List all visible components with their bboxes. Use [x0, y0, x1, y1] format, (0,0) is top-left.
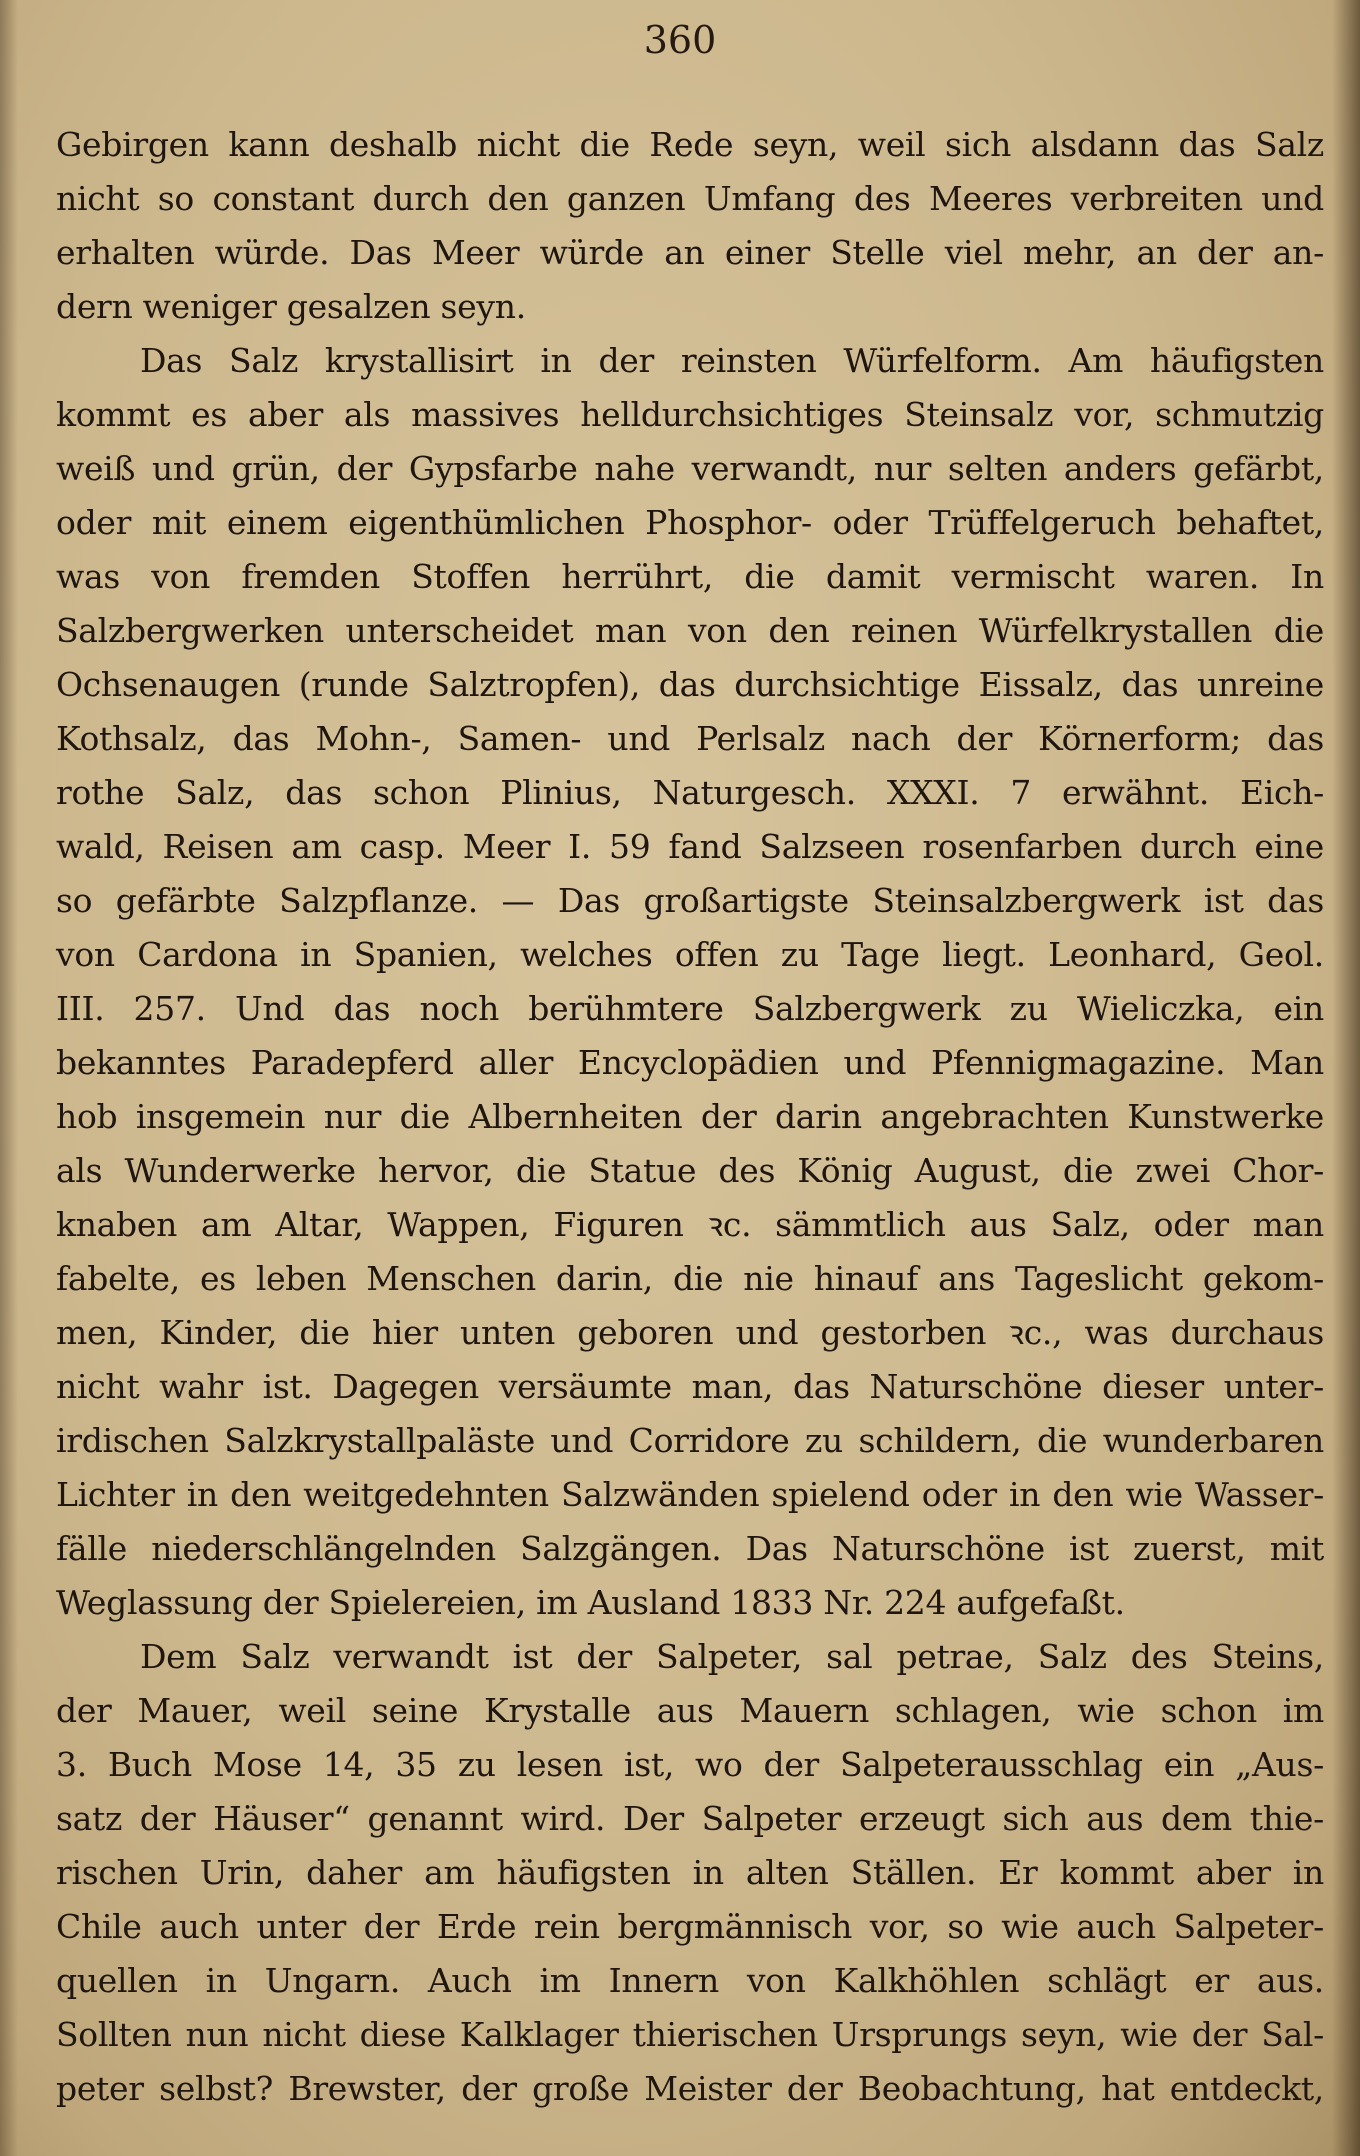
text-line: men, Kinder, die hier unten geboren und gestorben ꝛc., was durchaus: [56, 1313, 1324, 1352]
paragraph: [56, 1630, 1324, 2116]
text-line: fälle niederschlängelnden Salzgängen. Das Naturschöne ist zuerst, mit: [56, 1529, 1324, 1568]
text-line: Salzbergwerken unterscheidet man von den reinen Würfelkrystallen die: [56, 611, 1324, 650]
text-line: erhalten würde. Das Meer würde an einer Stelle viel mehr, an der an-: [56, 233, 1324, 272]
text-line: Weglassung der Spielereien, im Ausland 1833 Nr. 224 aufgefaßt.: [56, 1583, 1125, 1622]
paragraph: [56, 118, 1324, 334]
paragraph: [56, 334, 1324, 1630]
text-line: oder mit einem eigenthümlichen Phosphor- oder Trüffelgeruch behaftet,: [56, 503, 1324, 542]
text-line: 3. Buch Mose 14, 35 zu lesen ist, wo der Salpeterausschlag ein „Aus-: [56, 1745, 1324, 1784]
text-line: irdischen Salzkrystallpaläste und Corridore zu schildern, die wunderbaren: [56, 1421, 1324, 1460]
text-line: nicht so constant durch den ganzen Umfang des Meeres verbreiten und: [56, 179, 1324, 218]
text-line: Kothsalz, das Mohn-, Samen- und Perlsalz nach der Körnerform; das: [56, 719, 1324, 758]
text-line: rothe Salz, das schon Plinius, Naturgesch. XXXI. 7 erwähnt. Eich-: [56, 773, 1324, 812]
text-line: als Wunderwerke hervor, die Statue des König August, die zwei Chor-: [56, 1151, 1324, 1190]
text-line: Sollten nun nicht diese Kalklager thierischen Ursprungs seyn, wie der Sal-: [56, 2015, 1324, 2054]
text-line: der Mauer, weil seine Krystalle aus Mauern schlagen, wie schon im: [56, 1691, 1324, 1730]
page-number: 360: [643, 18, 717, 62]
text-line: Chile auch unter der Erde rein bergmännisch vor, so wie auch Salpeter-: [56, 1907, 1324, 1946]
text-line: Das Salz krystallisirt in der reinsten Würfelform. Am häufigsten: [140, 341, 1324, 380]
text-line: knaben am Altar, Wappen, Figuren ꝛc. sämmtlich aus Salz, oder man: [56, 1205, 1324, 1244]
text-line: was von fremden Stoffen herrührt, die damit vermischt waren. In: [56, 557, 1324, 596]
page-gutter-shadow: [0, 0, 18, 2156]
text-line: Ochsenaugen (runde Salztropfen), das durchsichtige Eissalz, das unreine: [56, 665, 1324, 704]
page-edge-shadow: [1332, 0, 1360, 2156]
text-line: Gebirgen kann deshalb nicht die Rede seyn, weil sich alsdann das Salz: [56, 125, 1324, 164]
text-line: nicht wahr ist. Dagegen versäumte man, das Naturschöne dieser unter-: [56, 1367, 1324, 1406]
text-line: III. 257. Und das noch berühmtere Salzbergwerk zu Wieliczka, ein: [56, 989, 1324, 1028]
text-line: dern weniger gesalzen seyn.: [56, 287, 526, 326]
text-line: kommt es aber als massives helldurchsichtiges Steinsalz vor, schmutzig: [56, 395, 1324, 434]
text-line: so gefärbte Salzpflanze. — Das großartigste Steinsalzbergwerk ist das: [56, 881, 1324, 920]
text-line: Dem Salz verwandt ist der Salpeter, sal petrae, Salz des Steins,: [140, 1637, 1324, 1676]
text-line: peter selbst? Brewster, der große Meister der Beobachtung, hat entdeckt,: [56, 2069, 1324, 2108]
text-line: Lichter in den weitgedehnten Salzwänden spielend oder in den wie Wasser-: [56, 1475, 1324, 1514]
text-line: bekanntes Paradepferd aller Encyclopädien und Pfennigmagazine. Man: [56, 1043, 1324, 1082]
text-line: von Cardona in Spanien, welches offen zu Tage liegt. Leonhard, Geol.: [56, 935, 1324, 974]
text-line: satz der Häuser“ genannt wird. Der Salpeter erzeugt sich aus dem thie-: [56, 1799, 1324, 1838]
text-line: hob insgemein nur die Albernheiten der darin angebrachten Kunstwerke: [56, 1097, 1324, 1136]
page-body-text: [56, 118, 1324, 2116]
text-line: weiß und grün, der Gypsfarbe nahe verwandt, nur selten anders gefärbt,: [56, 449, 1324, 488]
text-line: fabelte, es leben Menschen darin, die nie hinauf ans Tageslicht gekom-: [56, 1259, 1324, 1298]
text-line: rischen Urin, daher am häufigsten in alten Ställen. Er kommt aber in: [56, 1853, 1324, 1892]
text-line: quellen in Ungarn. Auch im Innern von Kalkhöhlen schlägt er aus.: [56, 1961, 1324, 2000]
text-line: wald, Reisen am casp. Meer I. 59 fand Salzseen rosenfarben durch eine: [56, 827, 1324, 866]
